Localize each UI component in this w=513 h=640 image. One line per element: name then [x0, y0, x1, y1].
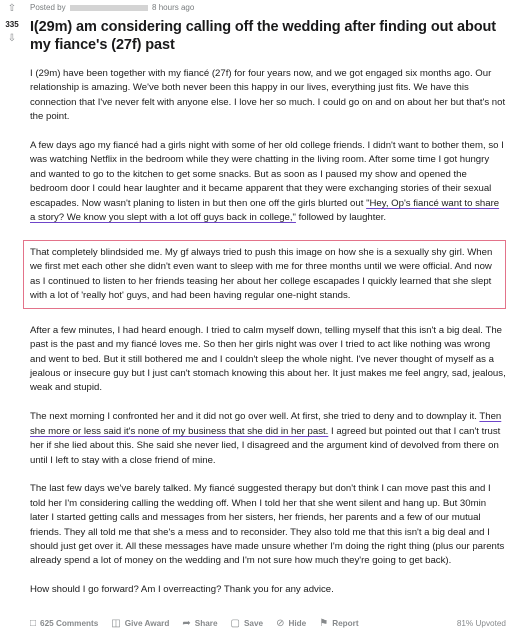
vote-column [0, 0, 24, 44]
post-time: 8 hours ago [152, 3, 195, 12]
share-arrow-icon: ➦ [182, 618, 191, 629]
post-action-bar [30, 618, 506, 629]
paragraph-5-text-a: The next morning I confronted her and it did not go over well. At first, she tried to deny and to downplay it. [30, 411, 480, 423]
bookmark-icon: ▢ [230, 618, 240, 629]
comments-label: 625 Comments [40, 619, 99, 628]
redacted-username [70, 5, 148, 11]
hide-icon: ⊘ [276, 618, 285, 629]
post-body [30, 67, 506, 598]
share-label: Share [194, 619, 218, 628]
paragraph-5 [30, 410, 506, 468]
save-label: Save [243, 619, 264, 628]
post [30, 0, 506, 612]
comments-button[interactable] [30, 618, 98, 629]
paragraph-5-text-b: I agreed but pointed out that I can't trust her if she lied about this. She said she never lied, I disagreed and the argument kind of devolved from there on until I left to stay with a close friend of mine. [30, 425, 501, 466]
save-button[interactable] [231, 618, 264, 629]
report-label: Report [332, 619, 359, 628]
give-award-button[interactable] [111, 618, 169, 629]
hide-label: Hide [288, 619, 307, 628]
vote-score: 335 [5, 20, 19, 29]
post-meta [30, 3, 506, 14]
flag-icon: ⚑ [319, 618, 329, 629]
hide-button[interactable] [276, 618, 306, 629]
paragraph-7: How should I go forward? Am I overreacting? Thank you for any advice. [30, 584, 334, 596]
up-arrow-icon[interactable]: ⇧ [7, 3, 17, 14]
post-title[interactable]: I(29m) am considering calling off the wedding after finding out about my fiance's (27f) past [30, 19, 496, 53]
gift-icon: ◫ [111, 618, 121, 629]
highlighted-paragraph-box [23, 240, 506, 310]
report-button[interactable] [319, 618, 358, 629]
underlined-sentence: Then she more or less said it's none of my business that she did in her past. [30, 411, 502, 437]
paragraph-4: After a few minutes, I had heard enough. I tried to calm myself down, telling myself that this isn't a big deal. The past is the past and my fiancé loves me. So then her girls night was over I tried to act like nothing was wrong and went to bed. But it still bothered me and I couldn't sleep the whole night. I've never thought of myself as a jealous or insecure guy but I just can't stomach knowing this about her. It just makes me feel angry, sad, jealous, weak and stupid. [30, 324, 506, 394]
paragraph-1: I (29m) have been together with my fiancé (27f) for four years now, and we got engaged six months ago. Our relationship is amazing. We've both never been this happy in our lives, everything just fits. We have this connection that I've never felt with anyone else. I love her so much. I could go on and on about her but that's not the point. [30, 68, 506, 123]
down-arrow-icon[interactable]: ⇩ [7, 33, 17, 44]
give-award-label: Give Award [124, 619, 170, 628]
paragraph-2-text-a: A few days ago my fiancé had a girls night with some of her old college friends. I didn't want to bother them, so I was watching Netflix in the bedroom while they were chatting in the living room. After some time I got hungry and wanted to go to the kitchen to get some snacks. But as soon as I paused my show and opened the bedroom door I could hear laughter and it became apparent that they were exchanging stories of their sexual escapades. Now wasn't planing to listen in but then one off the girls blurted out [30, 140, 504, 209]
posted-by-label: Posted by [30, 3, 66, 12]
paragraph-6: The last few days we've barely talked. My fiancé suggested therapy but don't think I can move past this and I told her I'm considering calling the wedding off. When I told her that she went silent and hang up. But 30min later I started getting calls and messages from her sisters, her friends, her parents and a few of our mutual friends. They all told me that she's a mess and to reconsider. They also told me that this isn't a big deal and I should just get over it. All these messages have made unsure whether I'm doing the right thing (plus our parents already spend a lot of money on the wedding and I'm not sure how much they're going to get back). [30, 483, 505, 567]
share-button[interactable] [182, 618, 217, 629]
underlined-quote: "Hey, Op's fiancé want to share a story? We know you slept with a lot off guys back in college," [30, 197, 500, 224]
paragraph-2 [30, 139, 506, 225]
paragraph-2-text-b: followed by laughter. [295, 212, 387, 224]
paragraph-3: That completely blindsided me. My gf always tried to push this image on how she is a sexually shy girl. When we first met each other she didn't even want to sleep with me for three months until we were official. And now as I continued to listen to her friends teasing her about her college escapades I quickly learned that she slept with a lot of 'really hot' guys, and had been having regular one-night stands. [30, 246, 493, 302]
comment-icon: □ [30, 618, 37, 629]
upvote-ratio: 81% Upvoted [456, 619, 506, 628]
